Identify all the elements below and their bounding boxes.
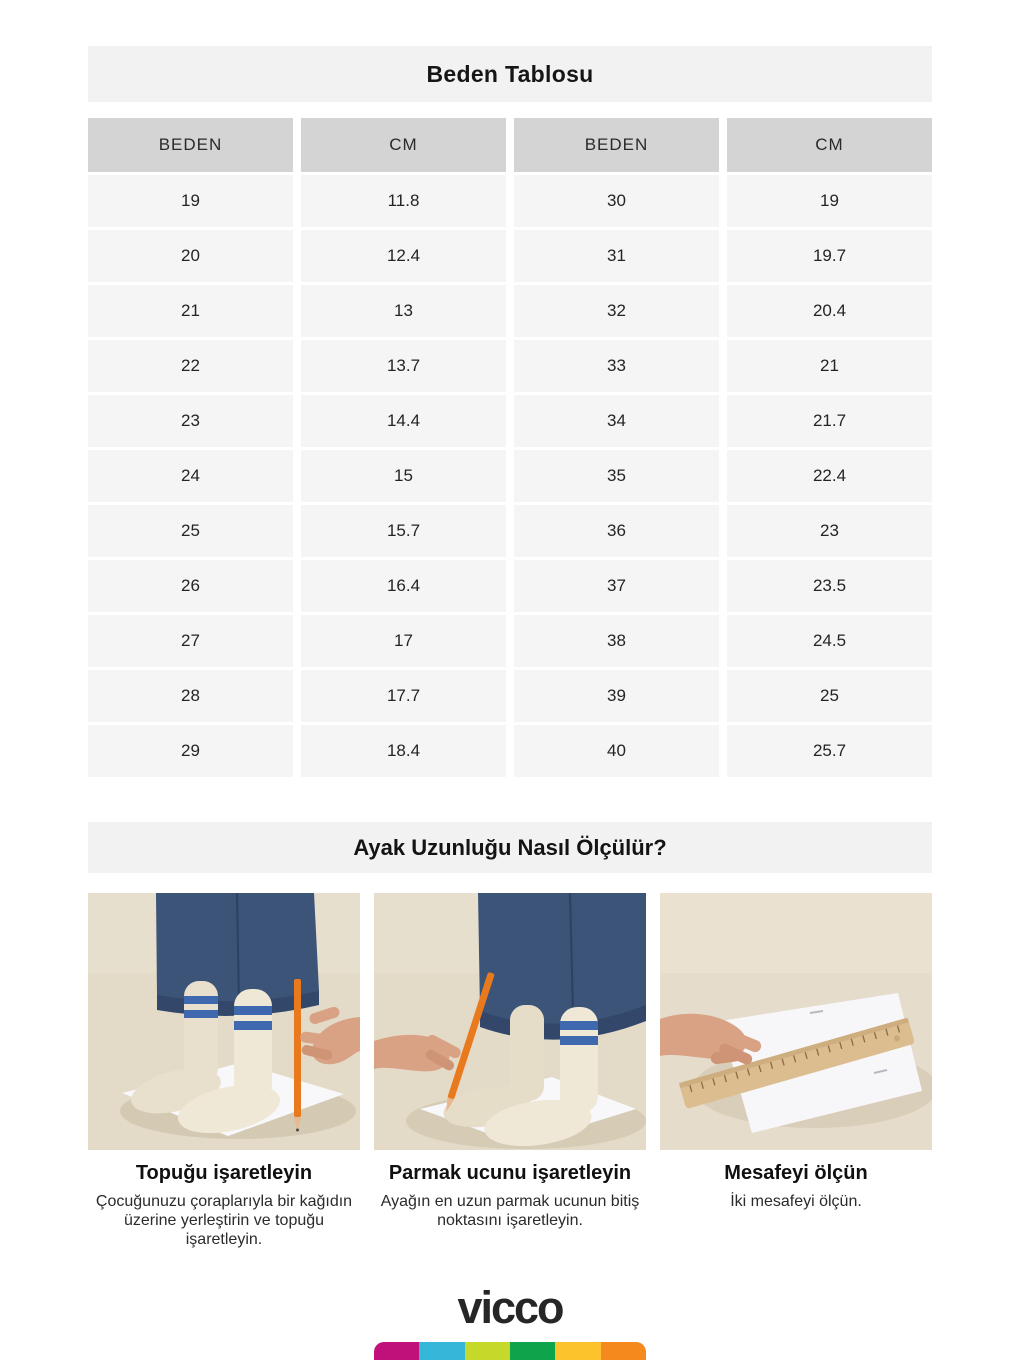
cm-value-cell: 22.4 [727,450,932,502]
size-value-cell: 19 [88,175,293,227]
cm-value-cell: 12.4 [301,230,506,282]
cm-value-cell: 15.7 [301,505,506,557]
vicco-logo: vicco [457,1282,563,1333]
cm-value-cell: 20.4 [727,285,932,337]
mark-toe-photo [374,893,646,1150]
size-value-cell: 32 [514,285,719,337]
size-value-cell: 37 [514,560,719,612]
size-value-cell: 28 [88,670,293,722]
brand-color-segment [601,1342,646,1360]
measure-section-title: Ayak Uzunluğu Nasıl Ölçülür? [353,834,667,860]
step-title: Parmak ucunu işaretleyin [388,1162,632,1184]
measure-steps [88,893,932,1249]
size-value-cell: 21 [88,285,293,337]
step-measure-distance [660,893,932,1249]
size-value-cell: 26 [88,560,293,612]
cm-value-cell: 23 [727,505,932,557]
cm-value-cell: 16.4 [301,560,506,612]
mark-heel-photo [88,893,360,1150]
cm-value-cell: 24.5 [727,615,932,667]
step-description: Ayağın en uzun parmak ucunun bitiş noktasını işaretleyin. [380,1193,640,1229]
cm-value-cell: 17 [301,615,506,667]
cm-value-cell: 13 [301,285,506,337]
measure-distance-photo [660,893,932,1150]
size-value-cell: 23 [88,395,293,447]
cm-value-cell: 19.7 [727,230,932,282]
size-table-title-bar [88,46,932,102]
brand-color-segment [555,1342,600,1360]
cm-value-cell: 14.4 [301,395,506,447]
size-value-cell: 31 [514,230,719,282]
brand-color-segment [419,1342,464,1360]
size-value-cell: 20 [88,230,293,282]
cm-value-cell: 15 [301,450,506,502]
cm-value-cell: 25 [727,670,932,722]
step-title: Mesafeyi ölçün [724,1162,868,1184]
cm-value-cell: 21.7 [727,395,932,447]
cm-value-cell: 21 [727,340,932,392]
size-table-header-cell: CM [301,118,506,172]
size-table-header-cell: BEDEN [514,118,719,172]
pencil-icon [294,979,301,1132]
size-value-cell: 39 [514,670,719,722]
step-title: Topuğu işaretleyin [135,1162,313,1184]
brand-color-bar [374,1342,646,1360]
size-table-header-cell: CM [727,118,932,172]
brand-color-segment [465,1342,510,1360]
cm-value-cell: 17.7 [301,670,506,722]
size-value-cell: 38 [514,615,719,667]
size-value-cell: 30 [514,175,719,227]
cm-value-cell: 18.4 [301,725,506,777]
size-value-cell: 29 [88,725,293,777]
cm-value-cell: 23.5 [727,560,932,612]
step-mark-heel [88,893,360,1249]
size-value-cell: 22 [88,340,293,392]
measure-section-title-bar [88,822,932,873]
step-description: Çocuğunuzu çoraplarıyla bir kağıdın üzerine yerleştirin ve topuğu işaretleyin. [95,1193,353,1248]
brand-color-segment [510,1342,555,1360]
size-value-cell: 40 [514,725,719,777]
step-mark-toe [374,893,646,1249]
size-table-title: Beden Tablosu [426,60,594,87]
brand-color-segment [374,1342,419,1360]
size-value-cell: 25 [88,505,293,557]
cm-value-cell: 11.8 [301,175,506,227]
size-value-cell: 34 [514,395,719,447]
cm-value-cell: 13.7 [301,340,506,392]
size-value-cell: 33 [514,340,719,392]
cm-value-cell: 19 [727,175,932,227]
cm-value-cell: 25.7 [727,725,932,777]
step-description: İki mesafeyi ölçün. [730,1193,862,1210]
size-table [88,118,932,777]
size-value-cell: 35 [514,450,719,502]
size-value-cell: 24 [88,450,293,502]
size-value-cell: 36 [514,505,719,557]
size-table-header-cell: BEDEN [88,118,293,172]
size-value-cell: 27 [88,615,293,667]
